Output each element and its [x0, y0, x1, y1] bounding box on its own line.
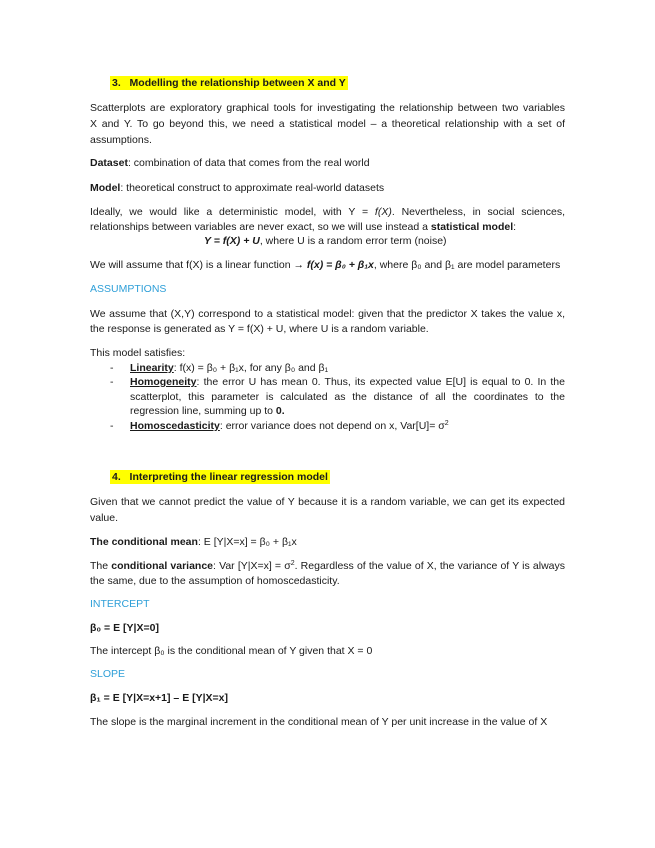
- bullet-dash-1: -: [110, 362, 114, 374]
- intro-line-1: Scatterplots are exploratory graphical tools for investigating the relationship between two variables: [90, 102, 565, 114]
- statistical-model-term: statistical model: [430, 221, 514, 233]
- section-4-title: Interpreting the linear regression model: [129, 471, 328, 483]
- intro-line-2: X and Y. To go beyond this, we need a statistical model – a theoretical relationship with a set of: [90, 118, 565, 130]
- bullet-dash-3: -: [110, 420, 114, 432]
- slope-formula: β₁ = E [Y|X=x+1] – E [Y|X=x]: [90, 692, 229, 704]
- linearity-term: Linearity: [130, 362, 174, 374]
- ideal-line-2-post: :: [513, 221, 517, 233]
- intercept-text: The intercept β₀ is the conditional mean of Y given that X = 0: [90, 645, 373, 657]
- slope-text: The slope is the marginal increment in the conditional mean of Y per unit increase in the value of X: [90, 716, 548, 728]
- model-def: : theoretical construct to approximate real-world datasets: [120, 182, 385, 194]
- homogeneity-line-3-pre: regression line, summing up to: [130, 405, 276, 417]
- cond-var-pre: The: [90, 560, 112, 572]
- homogeneity-line-1: [130, 375, 565, 389]
- homoscedasticity-def: : error variance does not depend on x, Var[U]= σ: [219, 420, 445, 432]
- conditional-mean-def: : E [Y|X=x] = β₀ + β₁x: [197, 536, 297, 548]
- conditional-variance-term: conditional variance: [111, 560, 214, 572]
- homogeneity-term: Homogeneity: [130, 376, 197, 388]
- conditional-variance-line-2: the same, due to the assumption of homoscedasticity.: [90, 575, 340, 587]
- linear-formula: f(x) = β₀ + β₁x: [306, 259, 374, 271]
- assume-line-1: We assume that (X,Y) correspond to a statistical model: given that the predictor X takes the value x,: [90, 308, 565, 320]
- sigma-squared-exp: 2: [444, 420, 449, 427]
- homogeneity-line-3: [130, 404, 285, 418]
- intercept-label: INTERCEPT: [90, 598, 150, 610]
- section-3-number: 3.: [112, 77, 121, 89]
- linear-pre: We will assume that f(X) is a linear function →: [90, 259, 307, 271]
- homogeneity-def-1: : the error U has mean 0. Thus, its expected value E[U] is equal to 0. In the: [196, 376, 565, 388]
- bullet-dash-2: -: [110, 376, 114, 388]
- intercept-formula: β₀ = E [Y|X=0]: [90, 622, 159, 634]
- homogeneity-zero: 0.: [275, 405, 285, 417]
- section-3-heading: [110, 76, 348, 90]
- ideal-line-2: [90, 220, 516, 234]
- homoscedasticity-item: [130, 419, 449, 433]
- statistical-model-formula: [204, 234, 447, 248]
- satisfies-line: This model satisfies:: [90, 347, 186, 359]
- dataset-definition: [90, 156, 370, 170]
- conditional-variance-line-1: [90, 559, 565, 573]
- ideal-line-1-post: . Nevertheless, in social sciences,: [391, 206, 565, 218]
- formula-rest: , where U is a random error term (noise): [259, 235, 447, 247]
- assumptions-label: ASSUMPTIONS: [90, 283, 167, 295]
- conditional-mean-term: The conditional mean: [90, 536, 198, 548]
- section-4-heading: [110, 470, 330, 484]
- assume-line-2: the response is generated as Y = f(X) + U, where U is a random variable.: [90, 323, 429, 335]
- linear-function-line: [90, 258, 560, 272]
- model-term: Model: [90, 182, 121, 194]
- linear-post: , where β₀ and β₁ are model parameters: [373, 259, 561, 271]
- homogeneity-line-2: scatterplot, this parameter is calculated as the distance of all the coordinates to the: [130, 391, 565, 403]
- cond-var-exp: 2: [290, 560, 295, 567]
- intro-line-3: assumptions.: [90, 134, 152, 146]
- s4-intro-line-1: Given that we cannot predict the value of Y because it is a random variable, we can get its expected: [90, 496, 565, 508]
- linearity-def: : f(x) = β₀ + β₁x, for any β₀ and β₁: [173, 362, 329, 374]
- cond-var-post: . Regardless of the value of X, the variance of Y is always: [294, 560, 565, 572]
- dataset-term: Dataset: [90, 157, 128, 169]
- ideal-line-2-pre: relationships between variables are never exact, so we will use instead a: [90, 221, 431, 233]
- linearity-item: [130, 361, 328, 375]
- section-4-number: 4.: [112, 471, 121, 483]
- model-definition: [90, 181, 384, 195]
- homoscedasticity-term: Homoscedasticity: [130, 420, 220, 432]
- section-3-title: Modelling the relationship between X and Y: [129, 77, 346, 89]
- ideal-line-1-pre: Ideally, we would like a deterministic model, with Y =: [90, 206, 375, 218]
- s4-intro-line-2: value.: [90, 512, 119, 524]
- slope-label: SLOPE: [90, 668, 126, 680]
- formula-bold: Y = f(X) + U: [204, 235, 260, 247]
- ideal-line-1: [90, 205, 565, 219]
- ideal-fx: f(X): [374, 206, 392, 218]
- dataset-def: : combination of data that comes from the real world: [127, 157, 370, 169]
- conditional-mean-line: [90, 535, 297, 549]
- cond-var-def: : Var [Y|X=x] = σ: [213, 560, 291, 572]
